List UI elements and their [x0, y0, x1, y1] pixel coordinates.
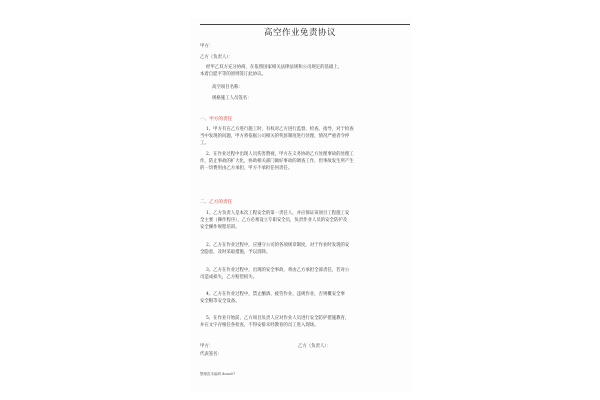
section-2-line: 3、乙方在作业过程中，出现的安全事故，将由乙方承担全部责任，若对公 [206, 268, 350, 273]
section-1-title: 一、甲方的责任 [200, 117, 233, 122]
project-name-label: 高空项目名称： [212, 85, 243, 90]
section-2-line: 安全操作规程培训。 [200, 225, 240, 230]
party-b-label: 乙方（负责人）： [200, 55, 233, 60]
section-2-line: 1、乙方负责人是本次工程安全的第一责任人，并应保证该项目工程施工安 [206, 211, 350, 216]
section-2-line: 全主要（操作程序），乙方必须设立专职安全员，负责作业人员的安全防护及 [200, 218, 348, 223]
section-2-line: 全隐患，及时采取措施，予以消除。 [200, 250, 271, 255]
section-2-line: 5、在作业开始前，乙方项目负责人应对作业人员进行安全防护措施教育， [206, 316, 350, 321]
section-2-title: 二、乙方的责任 [200, 200, 233, 205]
section-1-line: 当中发现的问题，甲方将依据公司相关的奖惩制度进行处理，情况严重者令停 [200, 134, 350, 139]
section-2-line: 并在文字存根任各检查，不得安排未经教育的员工进入现场。 [200, 323, 319, 328]
section-1-line: 工。 [200, 141, 209, 146]
section-1-line: 的一切费用由乙方承担，甲方不承担任何责任。 [200, 166, 293, 171]
section-1-line: 2、在作业过程中出现人员伤害赞视，甲方在义务协助乙方处理事故的处理工 [206, 152, 354, 157]
document-title: 高空作业免责协议 [263, 28, 336, 38]
party-a-label: 甲方： [200, 44, 214, 49]
section-2-line: 司造成损失，乙方赔偿损失。 [200, 275, 258, 280]
section-1-line: 1、甲方有在乙方进行施工时，有权对乙方进行监督、检查、指导，对于检查 [206, 127, 354, 132]
worker-sign-label: 规格施工人员签名： [212, 96, 252, 101]
footer-code: 整理范本编码 doan07 [200, 372, 236, 376]
header-rule [200, 24, 410, 25]
intro-line: 经甲乙双方充分协商，在依照国家相关法律法规和公司规定的基础上， [206, 65, 343, 70]
section-2-line: 4、乙方在作业过程中，禁止酗酒、疲劳作业、违规作业，否则概安全事 [206, 292, 345, 297]
sign-party-a: 甲方： [200, 344, 214, 349]
section-1-line: 作，防止事故的扩大化，协助相关部门做好事故的调查工作，但事故发生所产生 [200, 159, 354, 164]
section-2-line: 2、乙方在作业过程中，应遵守公司的各项规章制度，对于作业时发现的安 [206, 243, 350, 248]
sign-party-b: 乙方（负责人）： [298, 344, 331, 349]
section-2-line: 安全帽等安全设备。 [200, 299, 240, 304]
intro-line: 本着自愿平等的原则签订此协议。 [200, 72, 266, 77]
representative-sign: 代表签名： [200, 352, 222, 357]
